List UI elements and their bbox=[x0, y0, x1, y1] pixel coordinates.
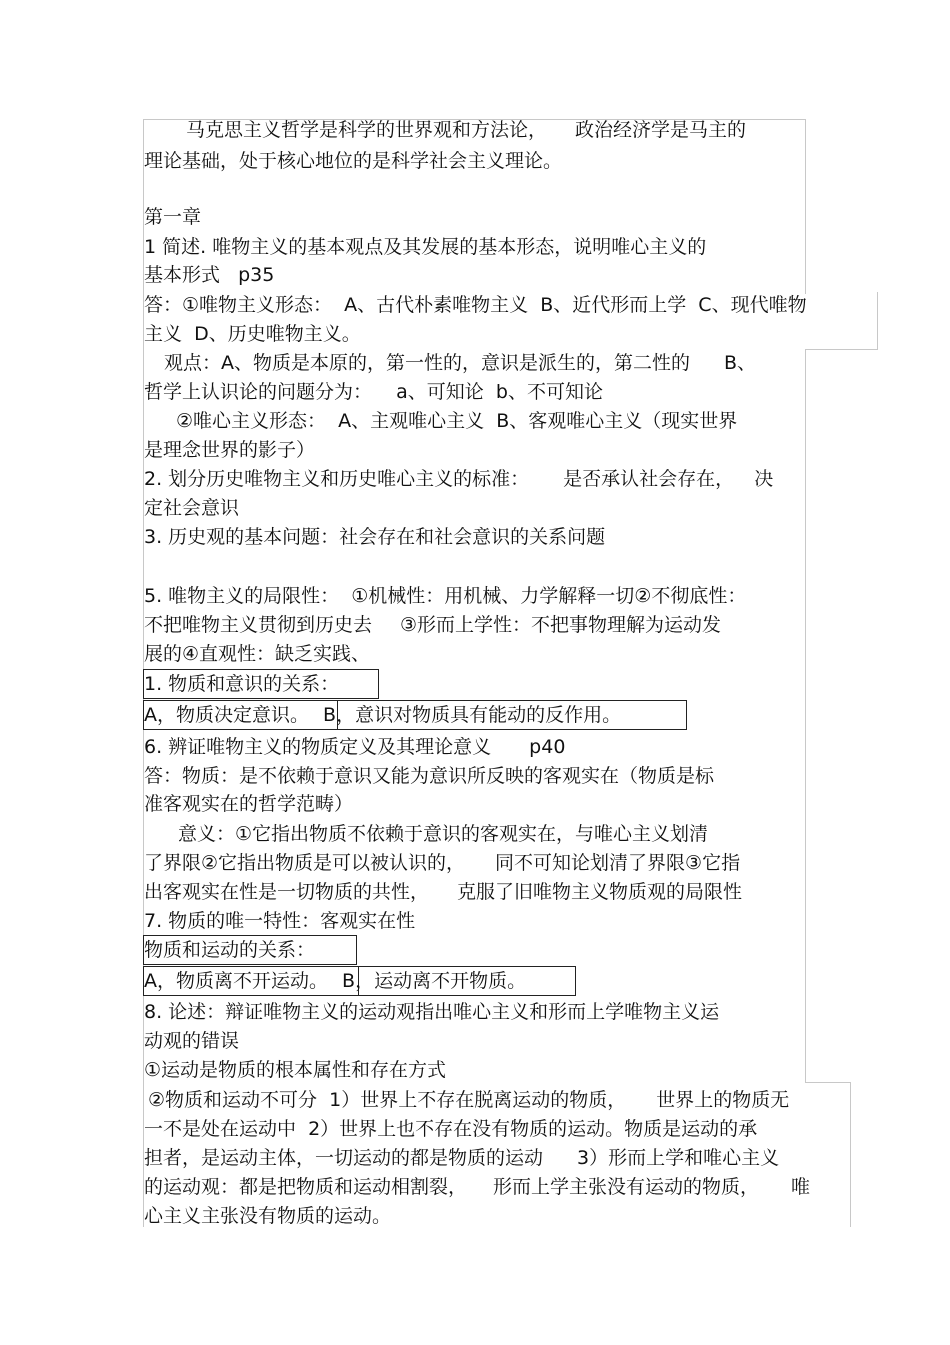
matter-consciousness-title: 1. 物质和意识的关系： bbox=[144, 673, 340, 695]
q5-line-2b: ③形而上学性：不把事物理解为运动发 bbox=[400, 614, 722, 636]
intro-line-1a: 马克思主义哲学是科学的世界观和方法论， bbox=[186, 119, 548, 141]
q8-point-4 bbox=[144, 1146, 779, 1170]
q8-title-line-2: 动观的错误 bbox=[144, 1030, 240, 1052]
frame-rule-right-lower bbox=[850, 1082, 851, 1227]
q8-point-5b: 形而上学主张没有运动的物质， bbox=[493, 1176, 760, 1198]
q6-meaning-line-3a: 出客观实在性是一切物质的共性， bbox=[144, 881, 430, 903]
matter-consciousness-row bbox=[144, 703, 621, 727]
q8-point-5 bbox=[144, 1175, 810, 1199]
q1-answer-line-2: 主义 D、历史唯物主义。 bbox=[144, 323, 361, 345]
q1-idealism-line-2: 是理念世界的影子） bbox=[144, 439, 316, 461]
q6-meaning-line-2a: 了界限②它指出物质是可以被认识的， bbox=[144, 852, 466, 874]
q2-line-2: 定社会意识 bbox=[144, 497, 240, 519]
matter-motion-title: 物质和运动的关系： bbox=[144, 939, 316, 961]
q5-line-3: 展的④直观性：缺乏实践、 bbox=[144, 643, 371, 665]
q1-view-line-1a: 观点：A、物质是本原的，第一性的，意识是派生的，第二性的 bbox=[164, 352, 690, 374]
q2-line-1 bbox=[144, 467, 773, 491]
q8-point-4b: 3）形而上学和唯心主义 bbox=[577, 1147, 780, 1169]
intro-line-1 bbox=[186, 118, 746, 142]
q7-line: 7. 物质的唯一特性：客观实在性 bbox=[144, 910, 416, 932]
box1-b-text: ，意识对物质具有能动的反作用。 bbox=[336, 704, 622, 726]
q2-line-1a: 2. 划分历史唯物主义和历史唯心主义的标准： bbox=[144, 468, 530, 490]
box1-b-letter: B bbox=[323, 704, 337, 726]
q5-line-2 bbox=[144, 613, 721, 637]
frame-rule-right-mid bbox=[877, 292, 878, 350]
q1-answer-line-1: 答：①唯物主义形态： A、古代朴素唯物主义 B、近代形而上学 C、现代唯物 bbox=[144, 294, 807, 316]
frame-rule-right-upper bbox=[805, 119, 806, 294]
q6-answer-line-1: 答：物质：是不依赖于意识又能为意识所反映的客观实在（物质是标 bbox=[144, 765, 715, 787]
q8-point-3: 一不是处在运动中 2）世界上也不存在没有物质的运动。物质是运动的承 bbox=[144, 1118, 758, 1140]
q6-meaning-line-1: 意义：①它指出物质不依赖于意识的客观实在，与唯心主义划清 bbox=[178, 823, 709, 845]
q6-meaning-line-3b: 克服了旧唯物主义物质观的局限性 bbox=[457, 881, 743, 903]
q6-meaning-line-2 bbox=[144, 851, 740, 875]
q6-title bbox=[144, 735, 565, 759]
chapter-heading: 第一章 bbox=[144, 206, 202, 228]
q1-view-line-1b: B、 bbox=[724, 352, 757, 374]
q1-view-line-1 bbox=[164, 351, 756, 375]
q8-point-2b: 世界上的物质无 bbox=[656, 1089, 790, 1111]
q6-meaning-line-2b: 同不可知论划清了界限③它指 bbox=[495, 852, 741, 874]
q5-line-1: 5. 唯物主义的局限性： ①机械性：用机械、力学解释一切②不彻底性： bbox=[144, 585, 747, 607]
frame-rule-step bbox=[805, 1082, 850, 1083]
q3-line: 3. 历史观的基本问题：社会存在和社会意识的关系问题 bbox=[144, 526, 606, 548]
q1-idealism-line-1: ②唯心主义形态： A、主观唯心主义 B、客观唯心主义（现实世界 bbox=[176, 410, 738, 432]
frame-rule-right-long bbox=[805, 349, 806, 1082]
box2-a-text: ，物质离不开运动。 bbox=[157, 970, 329, 992]
q8-title-line-1: 8. 论述：辩证唯物主义的运动观指出唯心主义和形而上学唯物主义运 bbox=[144, 1001, 720, 1023]
q6-meaning-line-3 bbox=[144, 880, 742, 904]
q8-point-4a: 担者，是运动主体，一切运动的都是物质的运动 bbox=[144, 1147, 544, 1169]
intro-line-1b: 政治经济学是马主的 bbox=[575, 119, 747, 141]
q8-point-1: ①运动是物质的根本属性和存在方式 bbox=[144, 1059, 447, 1081]
q8-point-2 bbox=[148, 1088, 789, 1112]
q6-answer-line-2: 准客观实在的哲学范畴） bbox=[144, 793, 354, 815]
q6-title-b: p40 bbox=[529, 736, 566, 758]
q1-title-line-2: 基本形式 p35 bbox=[144, 264, 275, 286]
q2-line-1b: 是否承认社会存在， bbox=[563, 468, 735, 490]
box1-a-letter: A bbox=[144, 704, 157, 726]
q8-point-5c: 唯 bbox=[791, 1176, 811, 1198]
q8-point-2a: ②物质和运动不可分 1）世界上不存在脱离运动的物质， bbox=[148, 1089, 627, 1111]
q8-point-5a: 的运动观：都是把物质和运动相割裂， bbox=[144, 1176, 468, 1198]
q5-line-2a: 不把唯物主义贯彻到历史去 bbox=[144, 614, 373, 636]
matter-motion-row bbox=[144, 969, 526, 993]
q1-view-line-2: 哲学上认识论的问题分为： a、可知论 b、不可知论 bbox=[144, 381, 603, 403]
frame-rule-mid-horizontal bbox=[805, 349, 878, 350]
intro-line-2: 理论基础，处于核心地位的是科学社会主义理论。 bbox=[144, 150, 563, 172]
q2-line-1c: 决 bbox=[754, 468, 774, 490]
box2-a-letter: A bbox=[144, 970, 157, 992]
box2-b-letter: B bbox=[342, 970, 356, 992]
q8-point-6: 心主义主张没有物质的运动。 bbox=[144, 1205, 392, 1227]
box1-a-text: ，物质决定意识。 bbox=[157, 704, 310, 726]
q6-title-a: 6. 辨证唯物主义的物质定义及其理论意义 bbox=[144, 736, 492, 758]
box2-b-text: ，运动离不开物质。 bbox=[355, 970, 527, 992]
q1-title-line-1: 1 简述. 唯物主义的基本观点及其发展的基本形态，说明唯心主义的 bbox=[144, 236, 707, 258]
